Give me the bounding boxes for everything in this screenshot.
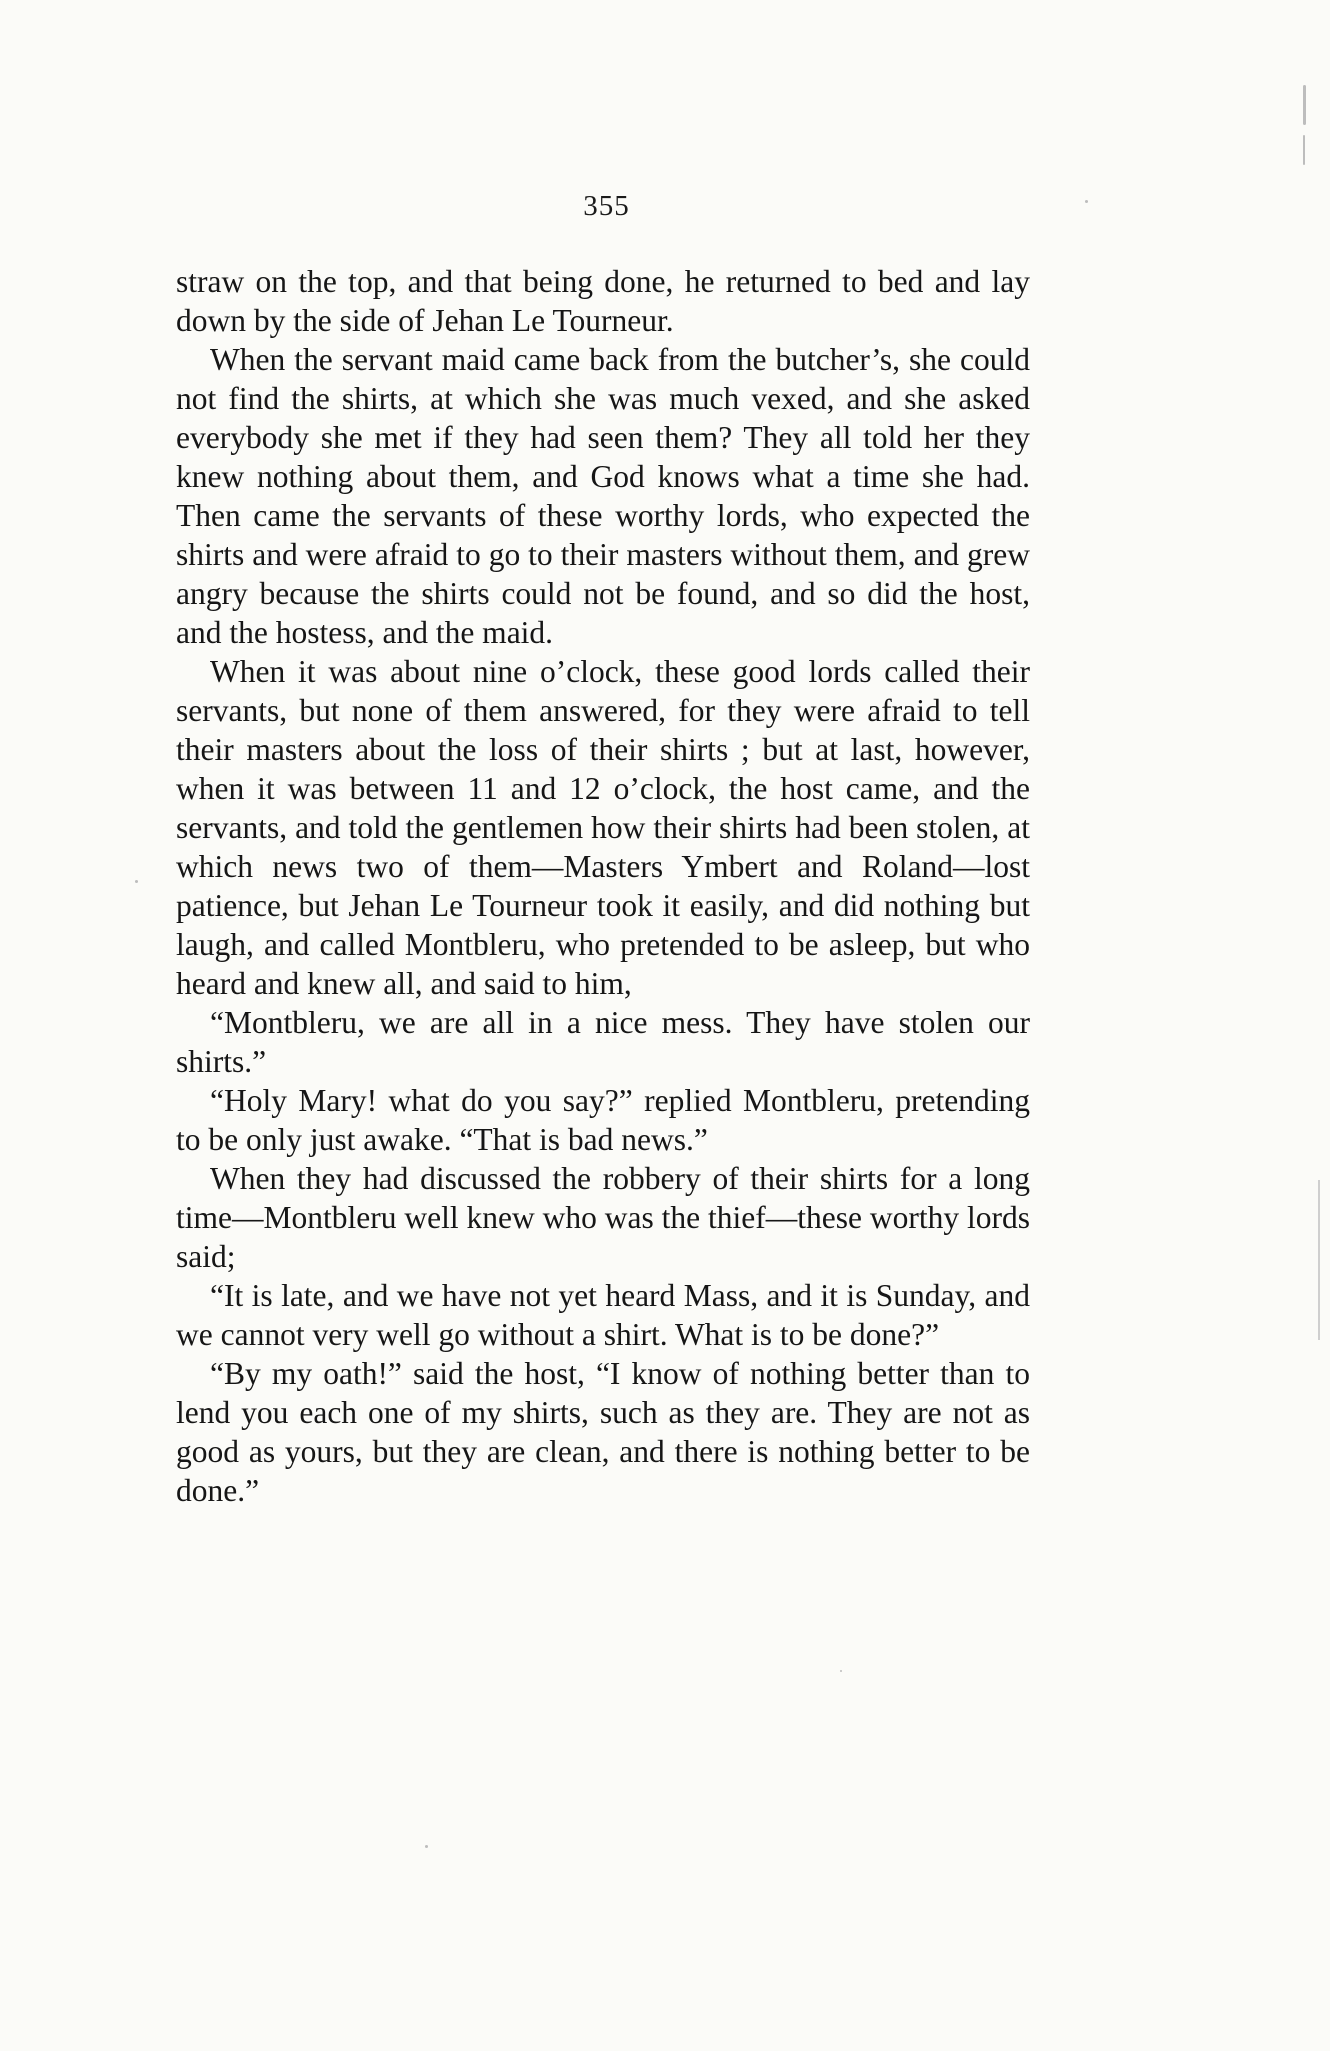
scan-speck — [840, 1670, 842, 1672]
paragraph-3: When it was about nine o’clock, these good lords called their servants, but none of them answered, for they were afraid to tell their masters about the loss of their shirts ; but at last, however, when it was between 11 and 12 o’clock, the host came, and the servants, and told the gentlemen how their shirts had been stolen, at which news two of them—Masters Ymbert and Roland—lost patience, but Jehan Le Tourneur took it easily, and did nothing but laugh, and called Montbleru, who pretended to be asleep, but who heard and knew all, and said to him, — [176, 654, 1030, 1001]
scan-speck — [1085, 200, 1088, 203]
scan-speck — [425, 1845, 428, 1848]
paragraph-5: “Holy Mary! what do you say?” replied Montbleru, pretending to be only just awake. “That is bad news.” — [176, 1083, 1030, 1157]
scan-speck — [1303, 85, 1306, 125]
scan-speck — [1303, 135, 1305, 165]
scan-speck — [135, 880, 138, 883]
scan-edge-mark — [1318, 1180, 1320, 1340]
paragraph-1: straw on the top, and that being done, he returned to bed and lay down by the side of Jehan Le Tourneur. — [176, 264, 1030, 338]
paragraph-8: “By my oath!” said the host, “I know of nothing better than to lend you each one of my shirts, such as they are. They are not as good as yours, but they are clean, and there is nothing better to be done.” — [176, 1356, 1030, 1508]
body-text — [176, 262, 1030, 1510]
paragraph-7: “It is late, and we have not yet heard Mass, and it is Sunday, and we cannot very well go without a shirt. What is to be done?” — [176, 1278, 1030, 1352]
paragraph-4: “Montbleru, we are all in a nice mess. They have stolen our shirts.” — [176, 1005, 1030, 1079]
paragraph-6: When they had discussed the robbery of their shirts for a long time—Montbleru well knew who was the thief—these worthy lords said; — [176, 1161, 1030, 1274]
paragraph-2: When the servant maid came back from the butcher’s, she could not find the shirts, at which she was much vexed, and she asked everybody she met if they had seen them? They all told her they knew nothing about them, and God knows what a time she had. Then came the servants of these worthy lords, who expected the shirts and were afraid to go to their masters without them, and grew angry because the shirts could not be found, and so did the host, and the hostess, and the maid. — [176, 342, 1030, 650]
page-number: 355 — [583, 190, 630, 222]
